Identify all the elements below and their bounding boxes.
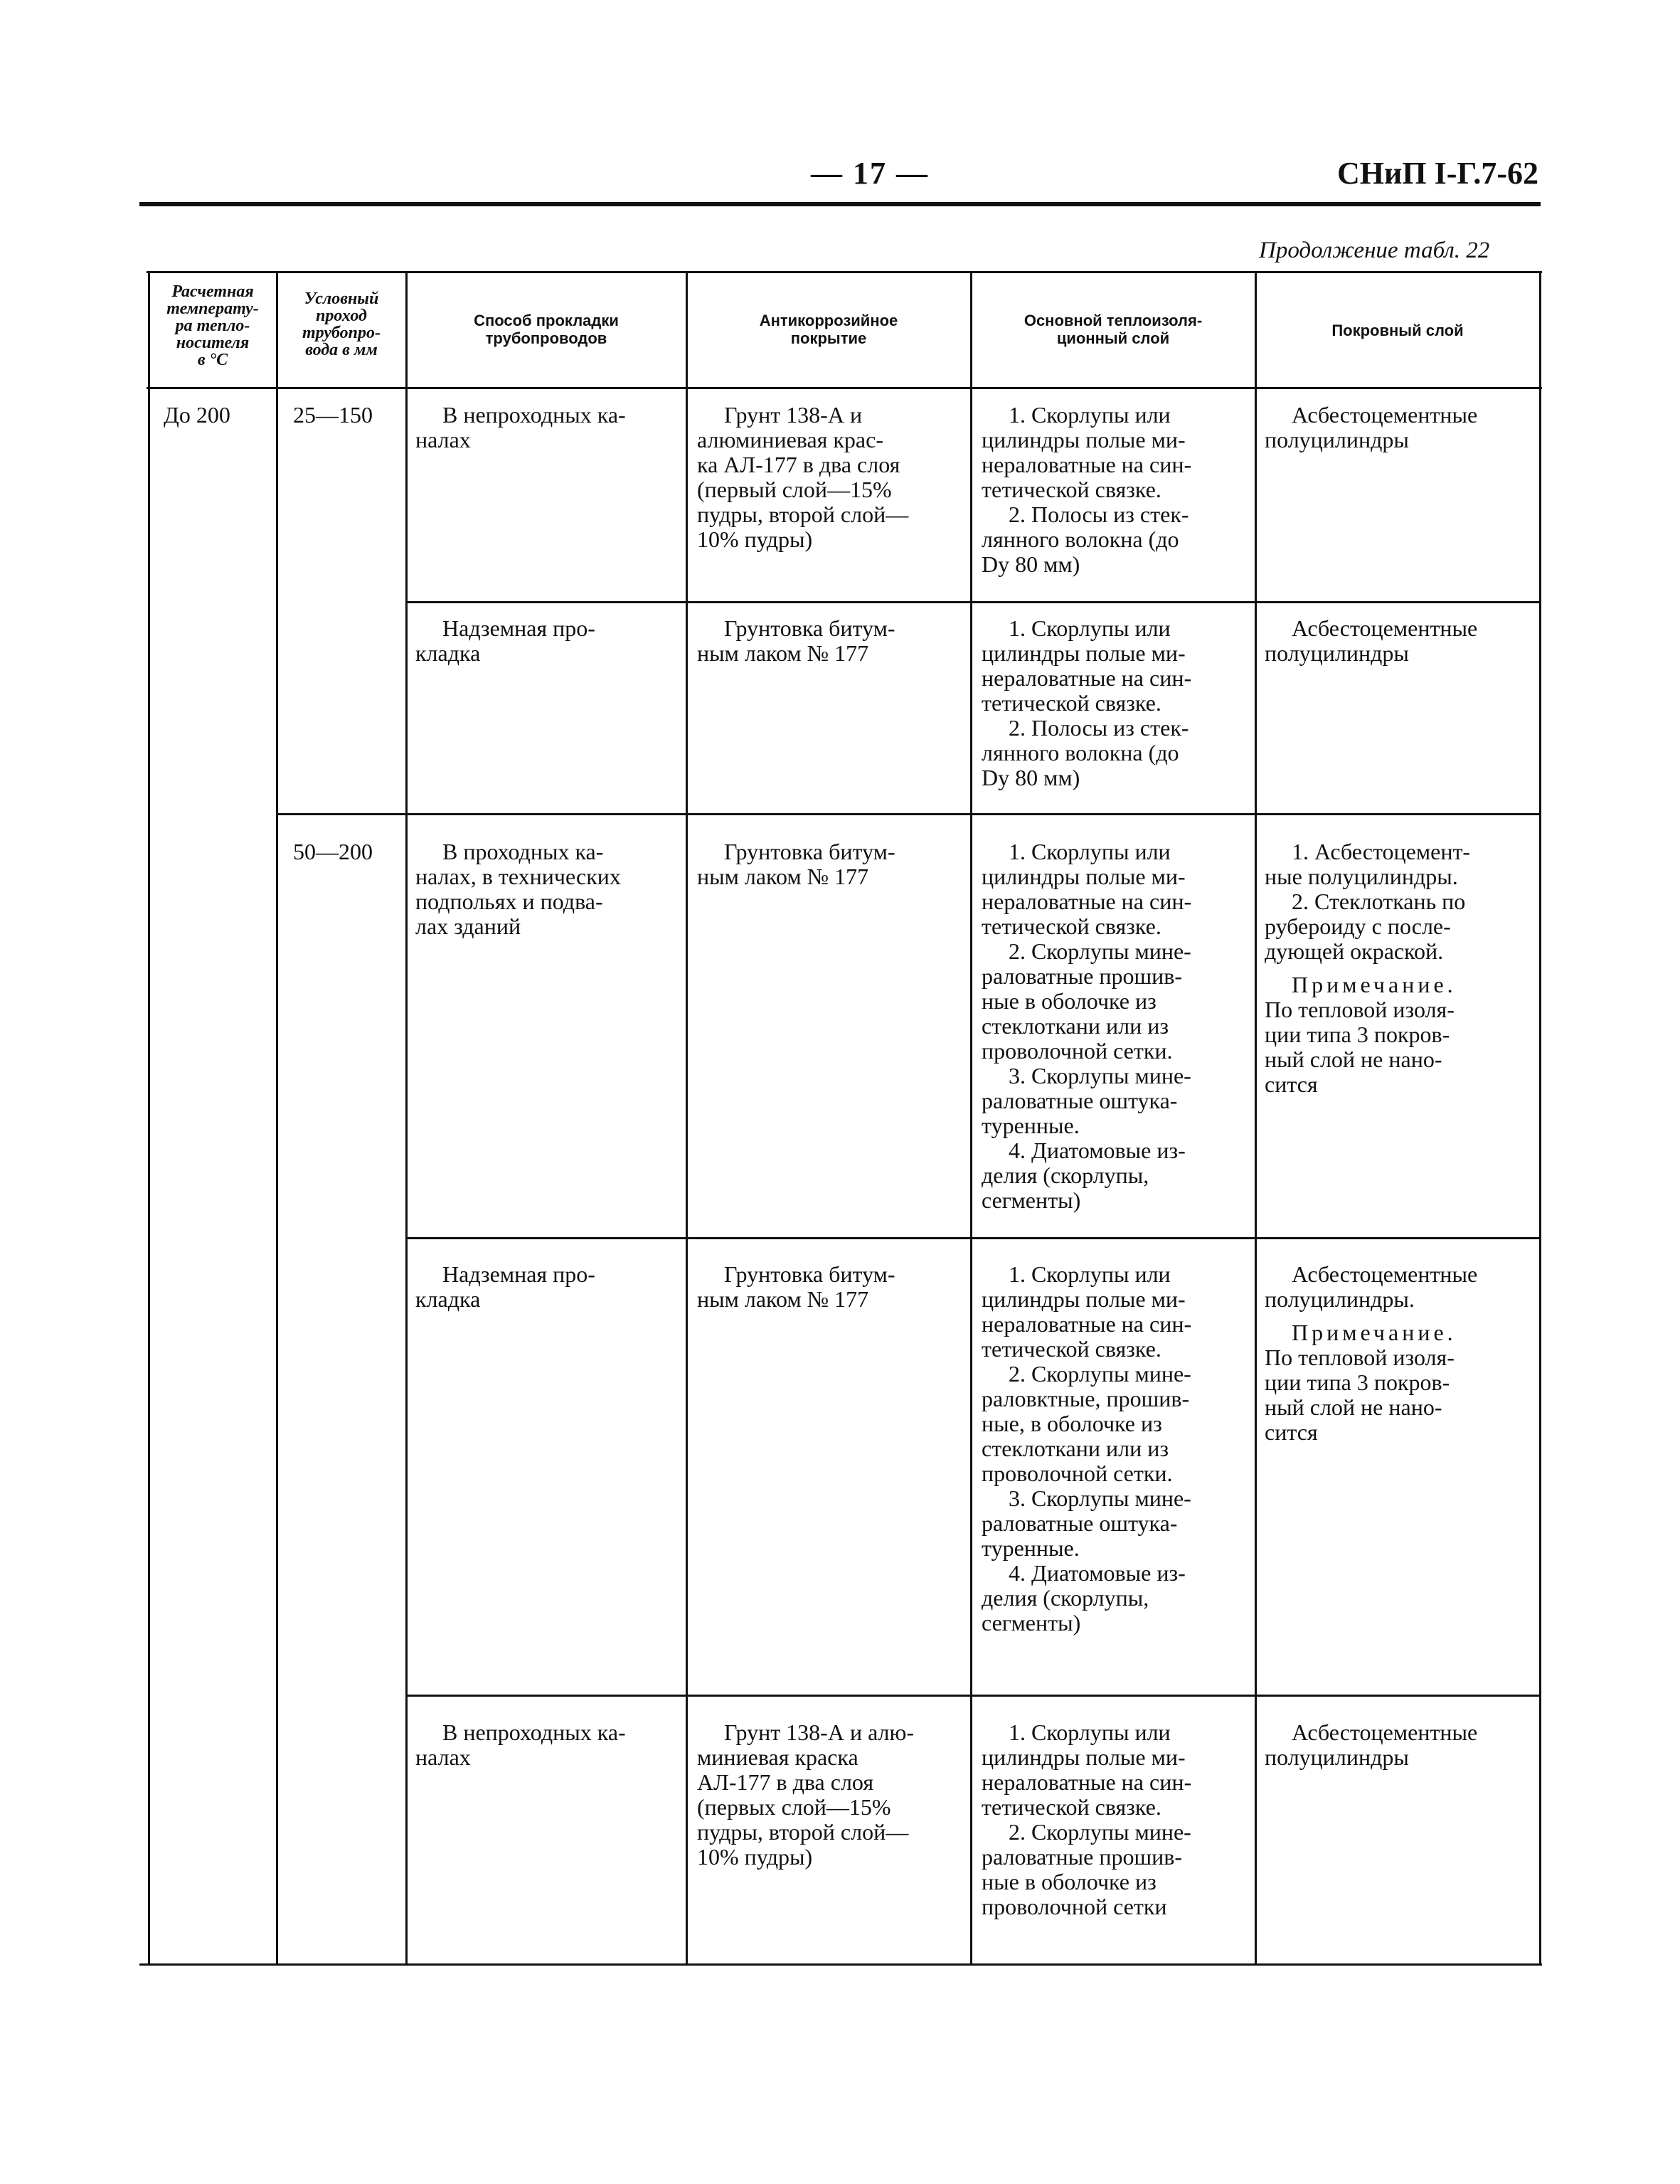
col-border bbox=[1539, 271, 1541, 1964]
continuation-caption: Продолжение табл. 22 bbox=[1259, 238, 1490, 263]
page-number: — 17 — bbox=[811, 156, 929, 191]
insulation-cell: 1. Скорлупы или цилиндры полые ми- нераловатные на син- тетической связке. 2. Скорлупы мине- раловатные прошив- ные в оболочке из стеклоткани или из проволочной сетки. 3. Скорлупы мине- раловатные оштука- туренные. 4. Диатомовые из- делия (скорлупы, сегменты) bbox=[982, 839, 1192, 1213]
col-border bbox=[970, 271, 972, 1964]
column-header-diameter: Условный проход трубопро- вода в мм bbox=[302, 290, 381, 359]
coating-cell: Грунтовка битум- ным лаком № 177 bbox=[697, 1261, 895, 1312]
column-header-temperature: Расчетная температу- ра тепло- носителя в °С bbox=[166, 282, 259, 369]
column-header-cover: Покровный слой bbox=[1331, 322, 1464, 339]
cover-cell: Асбестоцементные полуцилиндры bbox=[1265, 402, 1478, 452]
insulation-cell: 1. Скорлупы или цилиндры полые ми- нераловатные на син- тетической связке. 2. Скорлупы мине- раловктные, прошив- ные, в оболочке из стеклоткани или из проволочной сетки. 3. Скорлупы мине- раловатные оштука- туренные. 4. Диатомовые из- делия (скорлупы, сегменты) bbox=[982, 1261, 1192, 1636]
col-border bbox=[1255, 271, 1257, 1964]
cover-cell: Асбестоцементные полуцилиндры. Примечание. По тепловой изоля- ции типа 3 покров- ный слой не нано- сится bbox=[1265, 1262, 1533, 1445]
insulation-cell: 1. Скорлупы или цилиндры полые ми- нераловатные на син- тетической связке. 2. Полосы из стек- лянного волокна (до Dy 80 мм) bbox=[982, 402, 1192, 577]
col-border bbox=[686, 271, 688, 1964]
col-border bbox=[276, 271, 278, 1964]
method-cell: Надземная про- кладка bbox=[415, 615, 595, 666]
method-cell: В проходных ка- налах, в технических подпольях и подва- лах зданий bbox=[415, 839, 621, 939]
table-top-border bbox=[147, 271, 1542, 273]
method-cell: В непроходных ка- налах bbox=[415, 1719, 626, 1770]
coating-cell: Грунтовка битум- ным лаком № 177 bbox=[697, 615, 895, 666]
diameter-cell: 50—200 bbox=[293, 839, 373, 864]
col-border bbox=[405, 271, 408, 1964]
row-separator bbox=[405, 1695, 1541, 1697]
coating-cell: Грунт 138-А и алюминиевая крас- ка АЛ-177 в два слоя (первый слой—15% пудры, второй слой— 10% пудры) bbox=[697, 402, 909, 552]
temperature-cell: До 200 bbox=[164, 402, 230, 428]
column-header-method: Способ прокладки трубопроводов bbox=[474, 312, 619, 347]
header-bottom-border bbox=[147, 387, 1542, 389]
method-cell: В непроходных ка- налах bbox=[415, 402, 626, 452]
insulation-cell: 1. Скорлупы или цилиндры полые ми- нераловатные на син- тетической связке. 2. Полосы из стек- лянного волокна (до Dy 80 мм) bbox=[982, 615, 1192, 790]
diameter-cell: 25—150 bbox=[293, 402, 373, 428]
row-separator bbox=[277, 813, 1541, 815]
header-rule bbox=[139, 202, 1541, 206]
note-title: Примечание. bbox=[1292, 972, 1457, 997]
cover-cell: Асбестоцементные полуцилиндры bbox=[1265, 615, 1478, 666]
coating-cell: Грунт 138-А и алю- миниевая краска АЛ-177 в два слоя (первых слой—15% пудры, второй слой— 10% пудры) bbox=[697, 1719, 915, 1870]
col-border bbox=[148, 271, 150, 1964]
cover-cell: Асбестоцементные полуцилиндры bbox=[1265, 1719, 1478, 1770]
coating-cell: Грунтовка битум- ным лаком № 177 bbox=[697, 839, 895, 889]
note-title: Примечание. bbox=[1292, 1320, 1457, 1345]
table-bottom-border bbox=[139, 1963, 1542, 1966]
document-code: СНиП I-Г.7-62 bbox=[1337, 156, 1539, 191]
column-header-insulation: Основной теплоизоля- ционный слой bbox=[1024, 312, 1203, 347]
column-header-coating: Антикоррозийное покрытие bbox=[759, 312, 898, 347]
method-cell: Надземная про- кладка bbox=[415, 1261, 595, 1312]
cover-cell: 1. Асбестоцемент- ные полуцилиндры. 2. Стеклоткань по рубероиду с после- дующей окраской. Примечание. По тепловой изоля- ции типа 3 покров- ный слой не нано- сится bbox=[1265, 839, 1533, 1097]
insulation-cell: 1. Скорлупы или цилиндры полые ми- нераловатные на син- тетической связке. 2. Скорлупы мине- раловатные прошив- ные в оболочке из проволочной сетки bbox=[982, 1719, 1192, 1919]
row-separator bbox=[405, 1237, 1541, 1239]
row-separator bbox=[405, 601, 1541, 603]
